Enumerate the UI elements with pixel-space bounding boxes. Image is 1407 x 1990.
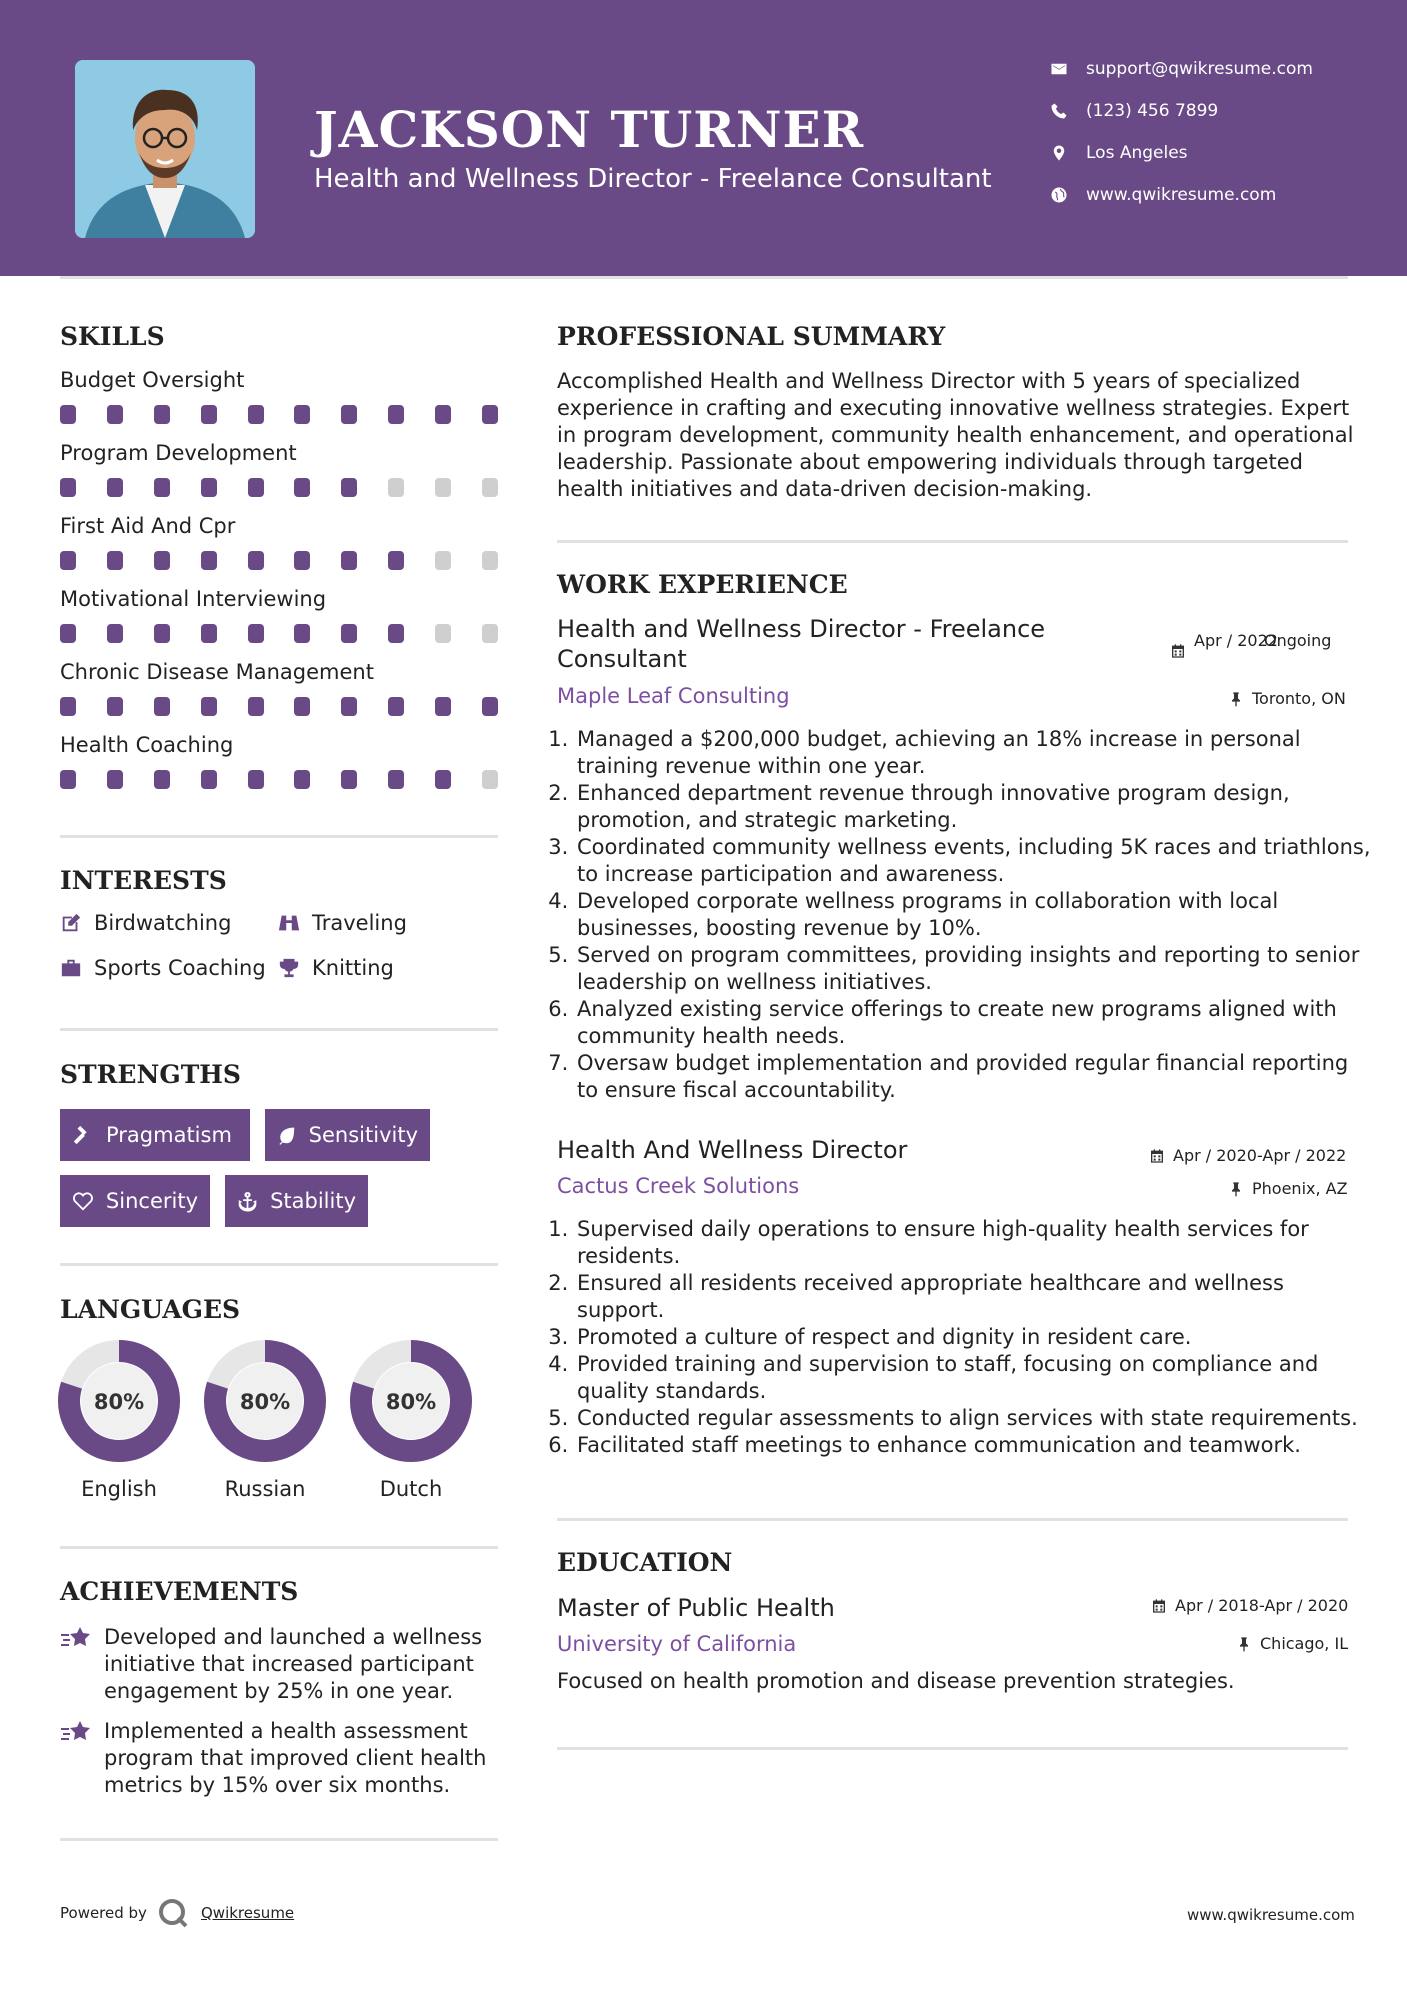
skill-dot — [341, 624, 357, 643]
skill-dot — [341, 551, 357, 570]
skill-dot — [154, 697, 170, 716]
job-bullet: 1. Managed a $200,000 budget, achieving an 18% increase in personal training revenue within one year. — [575, 726, 1375, 780]
skill-rating — [60, 478, 498, 498]
skill-dot — [107, 624, 123, 643]
job-bullet: 7. Oversaw budget implementation and provided regular financial reporting to ensure fiscal accountability. — [575, 1050, 1375, 1104]
skill-dot — [388, 478, 404, 497]
job-date-text: Apr / 2020-Apr / 2022 — [1173, 1146, 1347, 1165]
job-location-text: Phoenix, AZ — [1252, 1179, 1348, 1198]
skill-name: Chronic Disease Management — [60, 660, 374, 684]
contact-location-text: Los Angeles — [1086, 143, 1188, 163]
skill-dot — [107, 770, 123, 789]
company-name: Maple Leaf Consulting — [557, 684, 790, 708]
strength-label: Stability — [270, 1189, 356, 1213]
job-bullet: 6. Facilitated staff meetings to enhance communication and teamwork. — [575, 1432, 1375, 1459]
job-bullet: 3. Promoted a culture of respect and dignity in resident care. — [575, 1324, 1375, 1351]
language-percent-label: 80% — [239, 1390, 291, 1414]
company-name: Cactus Creek Solutions — [557, 1174, 800, 1198]
candidate-title: Health and Wellness Director - Freelance Consultant — [314, 164, 992, 194]
section-divider — [60, 1263, 498, 1266]
skill-dot — [248, 770, 264, 789]
language-ring — [57, 1339, 181, 1463]
job-date — [1149, 1146, 1346, 1165]
strength-label: Sensitivity — [308, 1123, 418, 1147]
skill-dot — [60, 405, 76, 424]
language-item — [349, 1339, 473, 1501]
strength-tag — [60, 1175, 210, 1227]
education-location — [1236, 1634, 1348, 1653]
section-divider — [60, 835, 498, 838]
interest-item — [278, 956, 394, 980]
job-location — [1228, 689, 1346, 708]
skill-dot — [294, 551, 310, 570]
job-bullet: 4. Provided training and supervision to staff, focusing on compliance and quality standards. — [575, 1351, 1375, 1405]
skill-dot — [294, 697, 310, 716]
language-ring — [349, 1339, 473, 1463]
education-date — [1151, 1596, 1348, 1615]
anchor-icon — [237, 1190, 258, 1212]
skill-dot — [201, 405, 217, 424]
language-name: Dutch — [379, 1477, 443, 1501]
strength-label: Pragmatism — [106, 1123, 232, 1147]
phone-icon — [1050, 102, 1068, 120]
leaf-icon — [277, 1124, 297, 1146]
heart-icon — [72, 1190, 94, 1212]
interest-item — [60, 956, 266, 980]
job-bullet: 2. Ensured all residents received appropriate healthcare and wellness support. — [575, 1270, 1375, 1324]
skill-dot — [60, 478, 76, 497]
skill-rating — [60, 551, 498, 571]
skill-dot — [154, 770, 170, 789]
contact-email-text: support@qwikresume.com — [1086, 59, 1313, 79]
skill-dot — [107, 478, 123, 497]
skill-rating — [60, 624, 498, 644]
skill-dot — [294, 624, 310, 643]
shooting-star-icon — [60, 1718, 92, 1746]
skill-dot — [201, 624, 217, 643]
skill-dot — [60, 770, 76, 789]
skill-dot — [60, 624, 76, 643]
pushpin-icon — [1236, 1636, 1252, 1652]
pushpin-icon — [1228, 691, 1244, 707]
summary-text: Accomplished Health and Wellness Director with 5 years of specialized experience in crafting and executing innovative wellness strategies. Expert in program development, community health enhancement, and operational leadership. Passionate about empowering individuals through targeted health initiatives and data-driven decision-making. — [557, 369, 1354, 501]
skill-dot — [482, 478, 498, 497]
skill-dot — [60, 697, 76, 716]
skill-name: Motivational Interviewing — [60, 587, 327, 611]
job-date-end: Ongoing — [1264, 631, 1332, 650]
interest-item — [60, 911, 231, 935]
job-title: Health and Wellness Director - Freelance Consultant — [557, 615, 1046, 673]
strength-tag — [265, 1109, 430, 1161]
candidate-name: JACKSON TURNER — [314, 100, 865, 159]
interest-label: Traveling — [312, 911, 407, 935]
section-divider — [60, 1838, 498, 1841]
profile-photo — [75, 60, 255, 238]
experience-heading: WORK EXPERIENCE — [557, 570, 848, 599]
skill-dot — [435, 624, 451, 643]
skill-dot — [435, 551, 451, 570]
summary-heading: PROFESSIONAL SUMMARY — [557, 322, 946, 351]
envelope-icon — [1050, 60, 1068, 78]
strength-tag — [225, 1175, 368, 1227]
section-divider — [60, 1028, 498, 1031]
education-description: Focused on health promotion and disease prevention strategies. — [557, 1669, 1235, 1693]
skill-name: Program Development — [60, 441, 297, 465]
section-divider — [557, 1518, 1348, 1521]
strength-label: Sincerity — [105, 1189, 198, 1213]
skill-dot — [388, 551, 404, 570]
skill-dot — [154, 405, 170, 424]
map-pin-icon — [1050, 144, 1068, 162]
job-bullet: 2. Enhanced department revenue through innovative program design, promotion, and strategic marketing. — [575, 780, 1375, 834]
job-bullet: 3. Coordinated community wellness events, including 5K races and triathlons, to increase participation and awareness. — [575, 834, 1375, 888]
skill-dot — [482, 405, 498, 424]
interest-item — [278, 911, 407, 935]
pencil-square-icon — [60, 912, 82, 934]
section-divider — [557, 1747, 1348, 1750]
skill-rating — [60, 697, 498, 717]
contact-website[interactable] — [1050, 185, 1276, 205]
achievement-item — [60, 1718, 500, 1799]
skill-dot — [107, 405, 123, 424]
skill-dot — [435, 770, 451, 789]
skill-dot — [341, 405, 357, 424]
skill-dot — [60, 551, 76, 570]
job-bullets — [557, 726, 1375, 1104]
skill-dot — [201, 697, 217, 716]
skill-dot — [435, 697, 451, 716]
skill-dot — [248, 697, 264, 716]
job-location — [1228, 1179, 1348, 1198]
skill-rating — [60, 770, 498, 790]
education-heading: EDUCATION — [557, 1548, 733, 1577]
pushpin-icon — [1228, 1181, 1244, 1197]
interest-label: Birdwatching — [94, 911, 232, 935]
education-location-text: Chicago, IL — [1260, 1634, 1349, 1653]
skill-dot — [435, 405, 451, 424]
binoculars-icon — [278, 912, 300, 934]
skill-dot — [388, 697, 404, 716]
interest-label: Sports Coaching — [94, 956, 266, 980]
skill-name: Budget Oversight — [60, 368, 245, 392]
education-date-text: Apr / 2018-Apr / 2020 — [1175, 1596, 1349, 1615]
header-divider — [60, 276, 1348, 279]
job-bullet: 5. Served on program committees, providing insights and reporting to senior leadership on wellness initiatives. — [575, 942, 1375, 996]
skill-dot — [388, 770, 404, 789]
shooting-star-icon — [60, 1624, 92, 1652]
job-bullet: 5. Conducted regular assessments to align services with state requirements. — [575, 1405, 1375, 1432]
skill-dot — [435, 478, 451, 497]
language-name: English — [81, 1477, 157, 1501]
languages-heading: LANGUAGES — [60, 1295, 241, 1324]
job-bullet: 4. Developed corporate wellness programs in collaboration with local businesses, boosting revenue by 10%. — [575, 888, 1375, 942]
skill-dot — [388, 405, 404, 424]
skill-dot — [201, 770, 217, 789]
achievement-text: Implemented a health assessment program that improved client health metrics by 15% over six months. — [104, 1719, 487, 1797]
skill-dot — [482, 697, 498, 716]
job-bullet: 1. Supervised daily operations to ensure high-quality health services for residents. — [575, 1216, 1375, 1270]
language-item — [203, 1339, 327, 1501]
contact-website-text: www.qwikresume.com — [1086, 185, 1277, 205]
qwikresume-logo-icon — [157, 1897, 189, 1929]
skill-dot — [248, 624, 264, 643]
language-ring — [203, 1339, 327, 1463]
trophy-icon — [278, 957, 300, 979]
skill-dot — [154, 624, 170, 643]
section-divider — [60, 1546, 498, 1549]
skill-dot — [482, 624, 498, 643]
job-title: Health And Wellness Director — [557, 1136, 908, 1164]
section-divider — [557, 540, 1348, 543]
calendar-icon — [1170, 643, 1186, 659]
skill-dot — [201, 478, 217, 497]
skill-dot — [482, 551, 498, 570]
achievement-text: Developed and launched a wellness initiative that increased participant engagement by 25% in one year. — [104, 1625, 483, 1703]
interests-heading: INTERESTS — [60, 866, 227, 895]
globe-icon — [1050, 186, 1068, 204]
contact-phone[interactable] — [1050, 101, 1218, 121]
skill-dot — [482, 770, 498, 789]
skill-dot — [341, 697, 357, 716]
skill-dot — [201, 551, 217, 570]
degree-title: Master of Public Health — [557, 1594, 835, 1622]
skill-dot — [107, 697, 123, 716]
skill-dot — [294, 405, 310, 424]
skill-dot — [154, 478, 170, 497]
skill-dot — [248, 551, 264, 570]
job-bullet: 6. Analyzed existing service offerings to create new programs aligned with community health needs. — [575, 996, 1375, 1050]
job-location-text: Toronto, ON — [1252, 689, 1346, 708]
contact-email[interactable] — [1050, 59, 1313, 79]
language-name: Russian — [224, 1477, 306, 1501]
gavel-icon — [72, 1124, 94, 1146]
contact-phone-text: (123) 456 7899 — [1086, 101, 1219, 121]
achievements-heading: ACHIEVEMENTS — [60, 1577, 299, 1606]
skill-dot — [341, 478, 357, 497]
school-name: University of California — [557, 1632, 797, 1656]
contact-location — [1050, 143, 1188, 163]
skill-rating — [60, 405, 498, 425]
calendar-icon — [1149, 1148, 1165, 1164]
job-date-start: Apr / 2022 — [1194, 631, 1278, 650]
skill-dot — [341, 770, 357, 789]
skill-dot — [388, 624, 404, 643]
skill-dot — [294, 478, 310, 497]
briefcase-icon — [60, 957, 82, 979]
footer-website[interactable]: www.qwikresume.com — [1187, 1906, 1355, 1924]
language-percent-label: 80% — [385, 1390, 437, 1414]
job-bullets — [557, 1216, 1375, 1459]
footer-powered-by: Powered by — [60, 1904, 147, 1922]
strengths-heading: STRENGTHS — [60, 1060, 241, 1089]
language-percent-label: 80% — [93, 1390, 145, 1414]
skill-dot — [154, 551, 170, 570]
strength-tag — [60, 1109, 250, 1161]
achievement-item — [60, 1624, 500, 1705]
skill-dot — [248, 405, 264, 424]
calendar-icon — [1151, 1598, 1167, 1614]
skill-name: Health Coaching — [60, 733, 234, 757]
job-date — [1170, 631, 1332, 659]
skill-name: First Aid And Cpr — [60, 514, 236, 538]
skills-heading: SKILLS — [60, 322, 165, 351]
interest-label: Knitting — [312, 956, 394, 980]
skill-dot — [107, 551, 123, 570]
skill-dot — [248, 478, 264, 497]
skill-dot — [294, 770, 310, 789]
footer-brand-link[interactable]: Qwikresume — [201, 1904, 295, 1922]
language-item — [57, 1339, 181, 1501]
